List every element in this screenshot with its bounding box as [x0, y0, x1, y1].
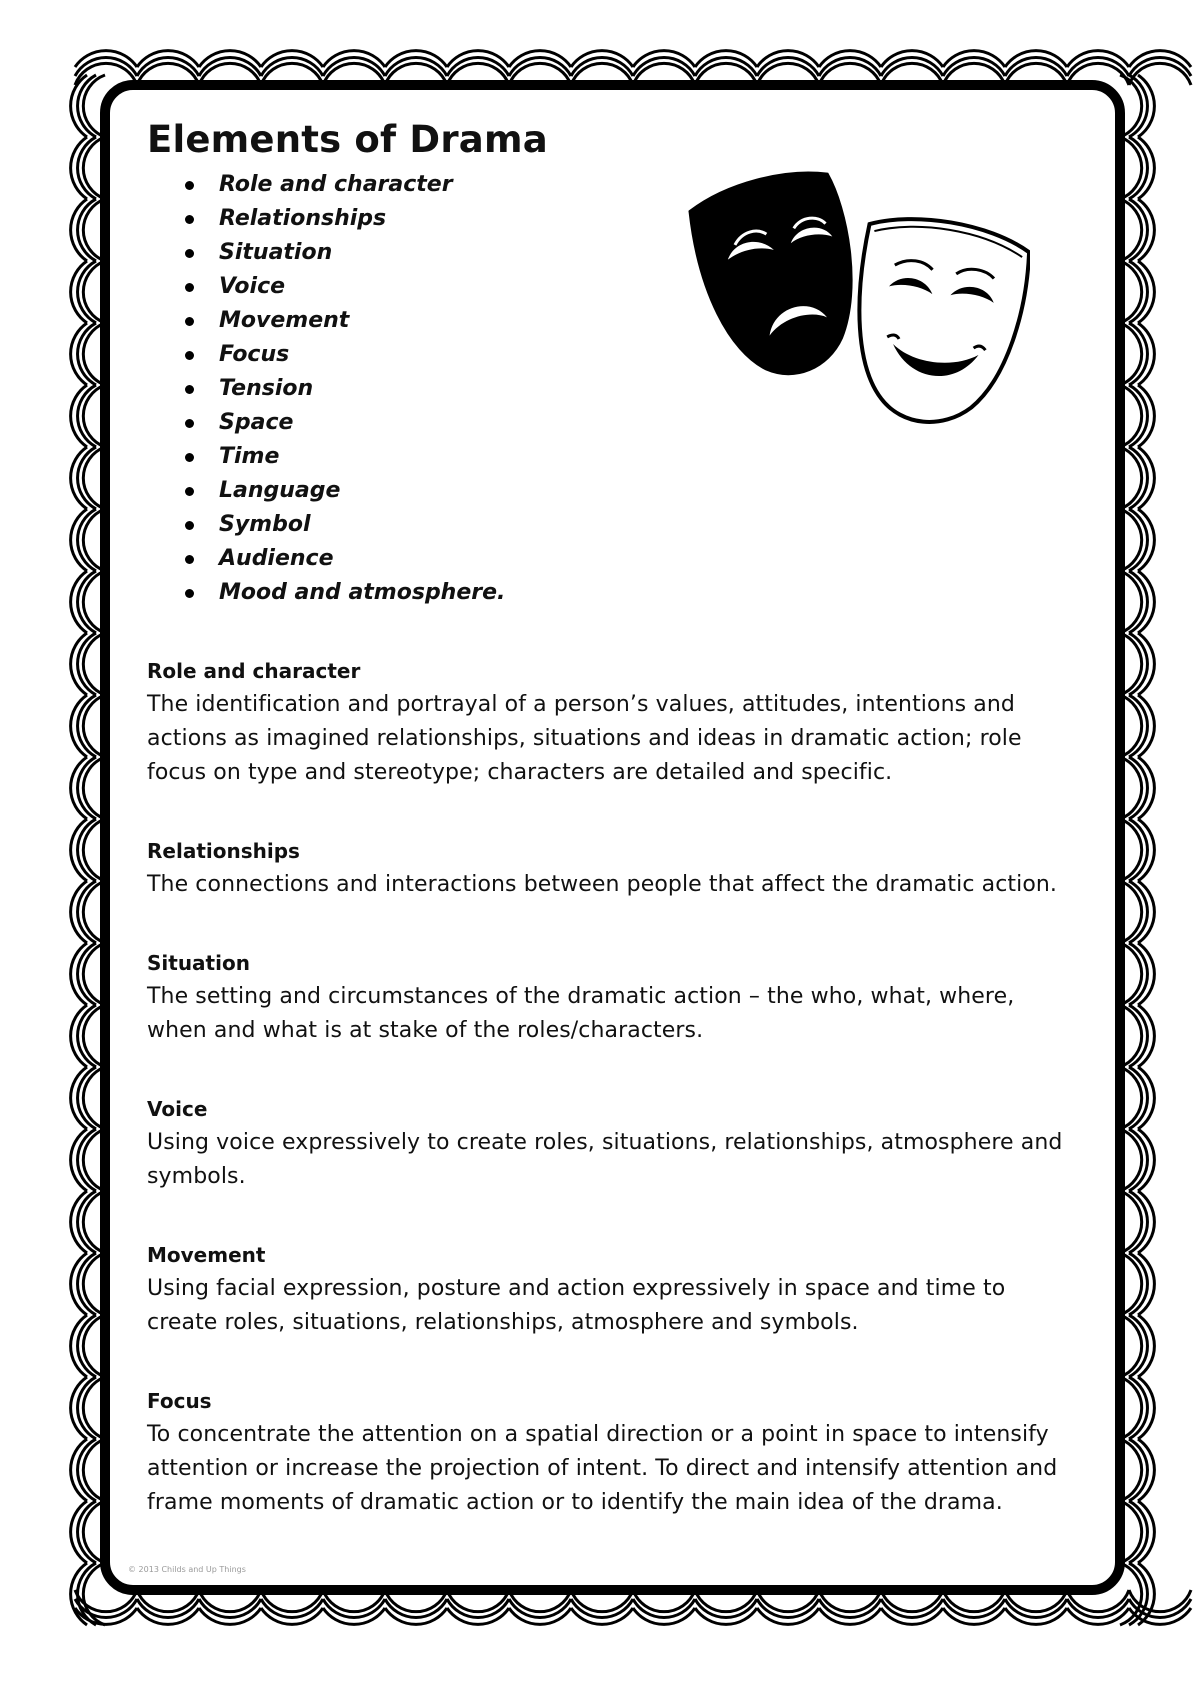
section-text: To concentrate the attention on a spatial direction or a point in space to intensify attention or increase the projection of intent. To direct and intensify attention and frame moments of dramatic action or to identify the main idea of the drama. [147, 1422, 1058, 1515]
definition-section [147, 1092, 1067, 1194]
bullet-icon [185, 215, 194, 224]
section-heading: Relationships [147, 839, 300, 863]
bullet-icon [185, 317, 194, 326]
definition-section [147, 946, 1067, 1048]
element-label: Role and character [219, 172, 453, 197]
definition-section [147, 834, 1067, 902]
section-heading: Movement [147, 1243, 266, 1267]
bullet-icon [185, 351, 194, 360]
copyright-note: © 2013 Childs and Up Things [128, 1565, 246, 1574]
element-label: Tension [219, 376, 314, 401]
section-text: Using voice expressively to create roles, situations, relationships, atmosphere and symbols. [147, 1130, 1063, 1189]
bullet-icon [185, 283, 194, 292]
definition-section [147, 654, 1067, 790]
section-heading: Role and character [147, 659, 361, 683]
element-list-item [147, 474, 1067, 508]
bullet-icon [185, 589, 194, 598]
comedy-mask-icon [837, 209, 1030, 436]
element-label: Language [219, 478, 341, 503]
bullet-icon [185, 555, 194, 564]
element-list-item [147, 542, 1067, 576]
bullet-icon [185, 385, 194, 394]
element-list-item [147, 576, 1067, 610]
section-heading: Focus [147, 1389, 212, 1413]
element-label: Movement [219, 308, 350, 333]
page-title: Elements of Drama [147, 118, 548, 161]
section-text: The connections and interactions between people that affect the dramatic action. [147, 872, 1058, 897]
element-label: Space [219, 410, 294, 435]
element-label: Mood and atmosphere. [219, 580, 506, 605]
bullet-icon [185, 521, 194, 530]
element-label: Relationships [219, 206, 387, 231]
bullet-icon [185, 487, 194, 496]
bullet-icon [185, 419, 194, 428]
bullet-icon [185, 453, 194, 462]
element-label: Focus [219, 342, 290, 367]
element-label: Time [219, 444, 280, 469]
comedy-tragedy-masks-image [685, 155, 1030, 455]
bullet-icon [185, 181, 194, 190]
section-text: Using facial expression, posture and action expressively in space and time to create roles, situations, relationships, atmosphere and symbols. [147, 1276, 1006, 1335]
definitions [147, 654, 1067, 1520]
section-heading: Situation [147, 951, 250, 975]
definition-section [147, 1384, 1067, 1520]
element-label: Voice [219, 274, 286, 299]
element-label: Symbol [219, 512, 311, 537]
section-text: The identification and portrayal of a person’s values, attitudes, intentions and actions as imagined relationships, situations and ideas in dramatic action; role focus on type and stereotype; characters are detailed and specific. [147, 692, 1022, 785]
bullet-icon [185, 249, 194, 258]
element-label: Situation [219, 240, 333, 265]
element-list-item [147, 508, 1067, 542]
tragedy-mask-icon [685, 164, 873, 388]
section-heading: Voice [147, 1097, 208, 1121]
definition-section [147, 1238, 1067, 1340]
element-label: Audience [219, 546, 334, 571]
section-text: The setting and circumstances of the dramatic action – the who, what, where, when and what is at stake of the roles/characters. [147, 984, 1015, 1043]
